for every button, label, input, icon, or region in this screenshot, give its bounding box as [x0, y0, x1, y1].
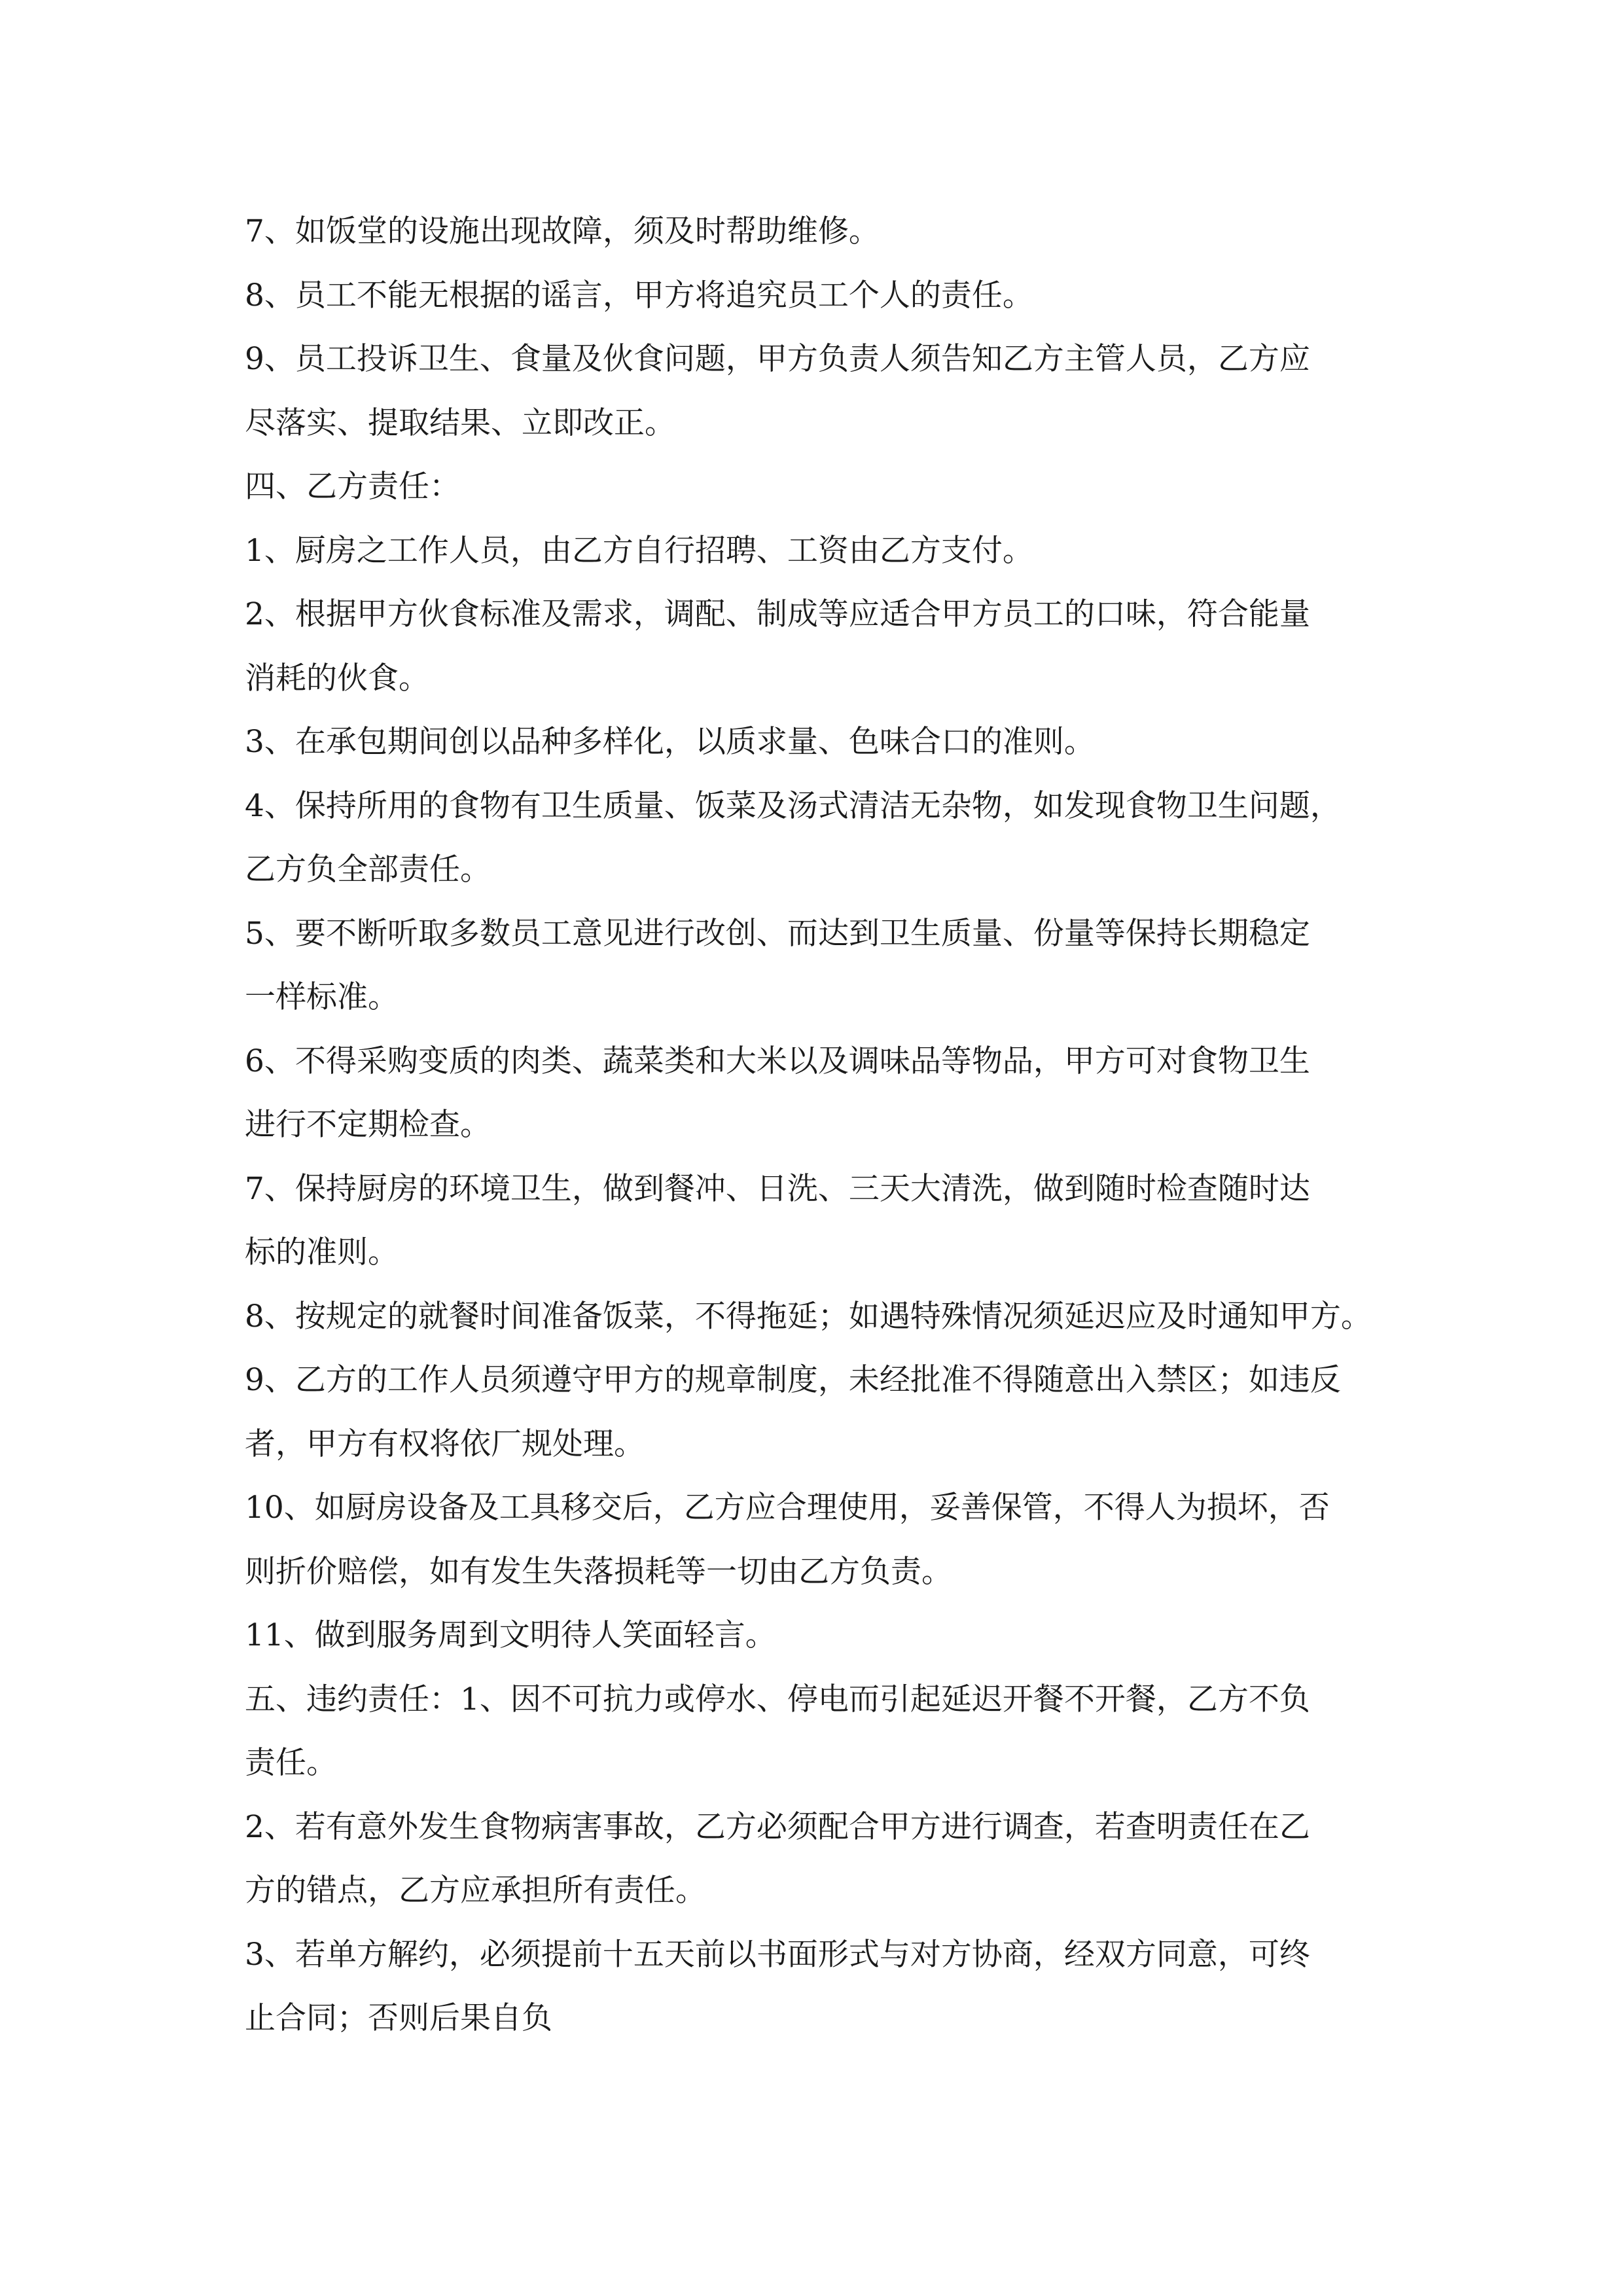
clause-line: 1、厨房之工作人员，由乙方自行招聘、工资由乙方支付。 — [245, 532, 1033, 569]
clause-line: 10、如厨房设备及工具移交后，乙方应合理使用，妥善保管，不得人为损坏，否 — [245, 1490, 1330, 1526]
clause-line: 乙方负全部责任。 — [245, 852, 491, 888]
clause-line: 标的准则。 — [245, 1234, 399, 1270]
clause-line: 责任。 — [245, 1745, 337, 1781]
clause-line: 7、如饭堂的设施出现故障，须及时帮助维修。 — [245, 213, 880, 249]
clause-line: 止合同；否则后果自负 — [245, 2000, 552, 2036]
clause-line: 进行不定期检查。 — [245, 1107, 491, 1143]
clause-line: 2、根据甲方伙食标准及需求，调配、制成等应适合甲方员工的口味，符合能量 — [245, 596, 1310, 632]
clause-line: 消耗的伙食。 — [245, 660, 429, 696]
clause-line: 11、做到服务周到文明待人笑面轻言。 — [245, 1617, 776, 1653]
clause-line: 3、若单方解约，必须提前十五天前以书面形式与对方协商，经双方同意，可终 — [245, 1936, 1310, 1973]
clause-line: 者，甲方有权将依厂规处理。 — [245, 1426, 645, 1462]
clause-line: 尽落实、提取结果、立即改正。 — [245, 404, 675, 441]
clause-line: 6、不得采购变质的肉类、蔬菜类和大米以及调味品等物品，甲方可对食物卫生 — [245, 1043, 1310, 1079]
clause-line: 4、保持所用的食物有卫生质量、饭菜及汤式清洁无杂物，如发现食物卫生问题， — [245, 787, 1341, 824]
clause-line: 8、按规定的就餐时间准备饭菜，不得拖延；如遇特殊情况须延迟应及时通知甲方。 — [245, 1298, 1372, 1335]
clause-line: 7、保持厨房的环境卫生，做到餐冲、日洗、三天大清洗，做到随时检查随时达 — [245, 1170, 1310, 1207]
clause-line: 9、乙方的工作人员须遵守甲方的规章制度，未经批准不得随意出入禁区；如违反 — [245, 1362, 1341, 1398]
clause-line: 一样标准。 — [245, 979, 399, 1015]
section-heading: 四、乙方责任： — [245, 469, 460, 505]
document-body — [245, 200, 1387, 2051]
clause-line: 方的错点，乙方应承担所有责任。 — [245, 1873, 706, 1909]
clause-line: 则折价赔偿，如有发生失落损耗等一切由乙方负责。 — [245, 1553, 952, 1590]
clause-line: 8、员工不能无根据的谣言，甲方将追究员工个人的责任。 — [245, 277, 1033, 314]
clause-line: 5、要不断听取多数员工意见进行改创、而达到卫生质量、份量等保持长期稳定 — [245, 915, 1310, 952]
clause-line: 2、若有意外发生食物病害事故，乙方必须配合甲方进行调查，若查明责任在乙 — [245, 1808, 1310, 1845]
clause-line: 3、在承包期间创以品种多样化，以质求量、色味合口的准则。 — [245, 724, 1095, 760]
section-heading: 五、违约责任：1、因不可抗力或停水、停电而引起延迟开餐不开餐，乙方不负 — [245, 1681, 1310, 1717]
clause-line: 9、员工投诉卫生、食量及伙食问题，甲方负责人须告知乙方主管人员，乙方应 — [245, 341, 1310, 377]
